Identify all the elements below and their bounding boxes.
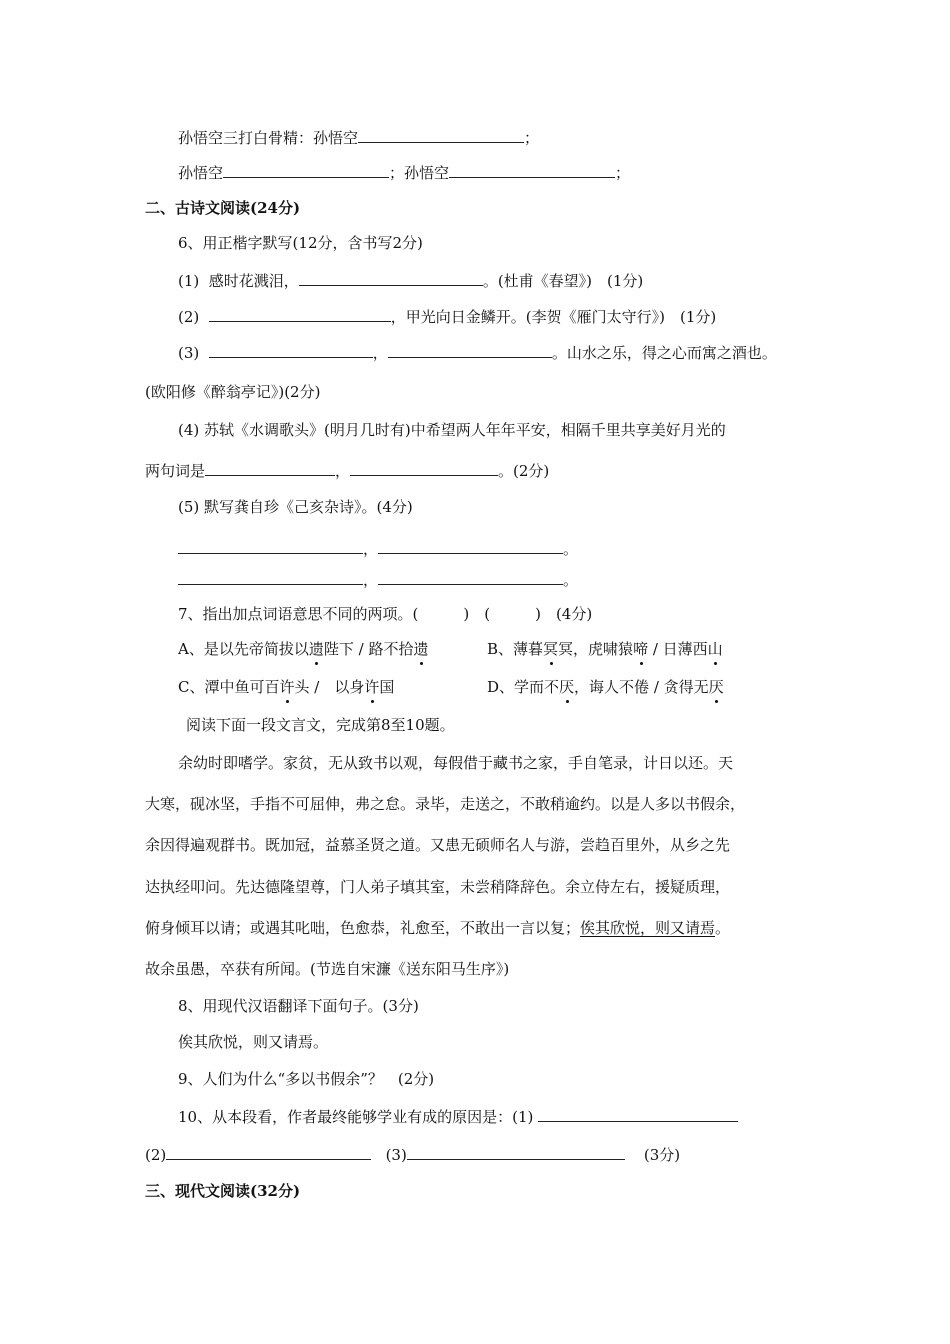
q8-sentence: 俟其欣悦，则又请焉。	[178, 1033, 329, 1051]
passage-intro: 阅读下面一段文言文，完成第8至10题。	[186, 716, 455, 734]
opt-text: D、学而不	[487, 678, 560, 696]
opt-text: ，诲人不倦 / 贪得无	[574, 678, 709, 696]
dotted-char: 啼	[633, 640, 649, 658]
item-num: (2)	[178, 308, 200, 326]
item-comma: ，	[363, 571, 379, 589]
section2-title: 二、古诗文阅读(24分)	[145, 199, 301, 217]
q5-semi: ；	[615, 164, 631, 182]
passage-text: 俯身倾耳以请；或遇其叱咄，色愈恭，礼愈至，不敢出一言以复；	[145, 919, 581, 937]
dotted-char: 许	[364, 678, 380, 696]
opt-text: 国	[379, 678, 395, 696]
answer-blank[interactable]	[178, 568, 363, 585]
q5-semi: ；	[524, 129, 540, 147]
answer-blank[interactable]	[223, 161, 389, 178]
answer-blank[interactable]	[205, 459, 335, 476]
q6-item5-line1	[178, 537, 578, 560]
item-text: 两句词是	[145, 462, 206, 480]
q6-item3	[178, 341, 777, 364]
dotted-char: 许	[279, 678, 295, 696]
item-num: (3)	[178, 344, 200, 362]
underlined-sentence: 俟其欣悦，则又请焉	[580, 919, 716, 937]
q5-label: 孙悟空三打白骨精：孙悟空	[178, 129, 359, 147]
item-tail: ，甲光向日金鳞开。(李贺《雁门太守行》) (1分)	[390, 308, 717, 326]
q6-item3-source: (欧阳修《醉翁亭记》)(2分)	[145, 383, 321, 401]
dotted-char: 厌	[708, 678, 724, 696]
item-period: 。	[563, 540, 579, 558]
opt-text: A、是以先帝简拔以	[178, 640, 309, 658]
item-num: (1)	[178, 272, 200, 290]
q5-line2	[178, 161, 630, 184]
answer-blank[interactable]	[538, 1105, 738, 1122]
opt-text: B、薄暮	[487, 640, 544, 658]
q6-item5-line2	[178, 568, 578, 591]
q10-stem	[178, 1105, 738, 1128]
q6-item1	[178, 269, 643, 292]
passage-line: 余因得遍观群书。既加冠，益慕圣贤之道。又患无硕师名人与游，尝趋百里外，从乡之先	[145, 836, 731, 854]
q7-option-c	[178, 676, 394, 698]
item-comma: ，	[363, 540, 379, 558]
q7-option-b	[487, 638, 723, 660]
passage-line: 大寒，砚冰坚，手指不可屈伸，弗之怠。录毕，走送之，不敢稍逾约。以是人多以书假余，	[145, 795, 746, 813]
answer-blank[interactable]	[388, 341, 552, 358]
answer-blank[interactable]	[350, 459, 498, 476]
q6-item4: (4) 苏轼《水调歌头》(明月几时有)中希望两人年年平安，相隔千里共享美好月光的	[178, 421, 726, 439]
item-tail: 。(2分)	[498, 462, 550, 480]
passage-text: 。	[715, 919, 731, 937]
answer-blank[interactable]	[209, 305, 391, 322]
section3-title: 三、现代文阅读(32分)	[145, 1182, 301, 1200]
q7-option-d	[487, 676, 724, 698]
answer-blank[interactable]	[378, 537, 563, 554]
opt-text: / 日薄西	[648, 640, 708, 658]
answer-blank[interactable]	[166, 1143, 371, 1160]
q6-item4-line2	[145, 459, 549, 482]
item-tail: 。山水之乐，得之心而寓之酒也。	[551, 344, 777, 362]
q7-option-a	[178, 638, 428, 660]
item-num: (3)	[385, 1146, 407, 1164]
q6-item2	[178, 305, 716, 328]
item-tail: 。(杜甫《春望》) (1分)	[482, 272, 644, 290]
dotted-char: 厌	[559, 678, 575, 696]
opt-text: 头 / 以身	[294, 678, 365, 696]
answer-blank[interactable]	[299, 269, 483, 286]
q7-stem: 7、指出加点词语意思不同的两项。( ) ( ) (4分)	[178, 605, 593, 623]
item-num: (2)	[145, 1146, 167, 1164]
dotted-char: 遗	[413, 640, 429, 658]
opt-text: 陛下 / 路不拾	[323, 640, 414, 658]
q9-stem: 9、人们为什么“多以书假余”？ (2分)	[178, 1070, 435, 1088]
score: (3分)	[643, 1146, 681, 1164]
dotted-char: 山	[707, 640, 723, 658]
passage-line	[145, 917, 730, 939]
opt-text: 冥，虎啸猿	[558, 640, 634, 658]
answer-blank[interactable]	[178, 537, 363, 554]
q5-label-a: 孙悟空	[178, 164, 224, 182]
passage-line: 故余虽愚，卒获有所闻。(节选自宋濂《送东阳马生序》)	[145, 960, 510, 978]
passage-line: 达执经叩问。先达德隆望尊，门人弟子填其室，未尝稍降辞色。余立侍左右，援疑质理，	[145, 878, 731, 896]
answer-blank[interactable]	[449, 161, 615, 178]
answer-blank[interactable]	[378, 568, 563, 585]
answer-blank[interactable]	[358, 126, 524, 143]
q5-line1	[178, 126, 539, 149]
q10-text: 10、从本段看，作者最终能够学业有成的原因是：(1)	[178, 1108, 534, 1126]
item-comma: ，	[335, 462, 351, 480]
q6-stem: 6、用正楷字默写(12分，含书写2分)	[178, 234, 423, 252]
q6-item5: (5) 默写龚自珍《己亥杂诗》。(4分)	[178, 498, 413, 516]
passage-line: 余幼时即嗜学。家贫，无从致书以观，每假借于藏书之家，手自笔录，计日以还。天	[178, 754, 734, 772]
opt-text: C、潭中鱼可百	[178, 678, 280, 696]
answer-blank[interactable]	[407, 1143, 625, 1160]
q10-line2	[145, 1143, 680, 1166]
item-period: 。	[563, 571, 579, 589]
item-text: 感时花溅泪，	[208, 272, 299, 290]
q8-stem: 8、用现代汉语翻译下面句子。(3分)	[178, 997, 419, 1015]
answer-blank[interactable]	[209, 341, 373, 358]
dotted-char: 遗	[308, 640, 324, 658]
q5-sep: ；孙悟空	[389, 164, 450, 182]
dotted-char: 冥	[543, 640, 559, 658]
item-comma: ，	[372, 344, 388, 362]
